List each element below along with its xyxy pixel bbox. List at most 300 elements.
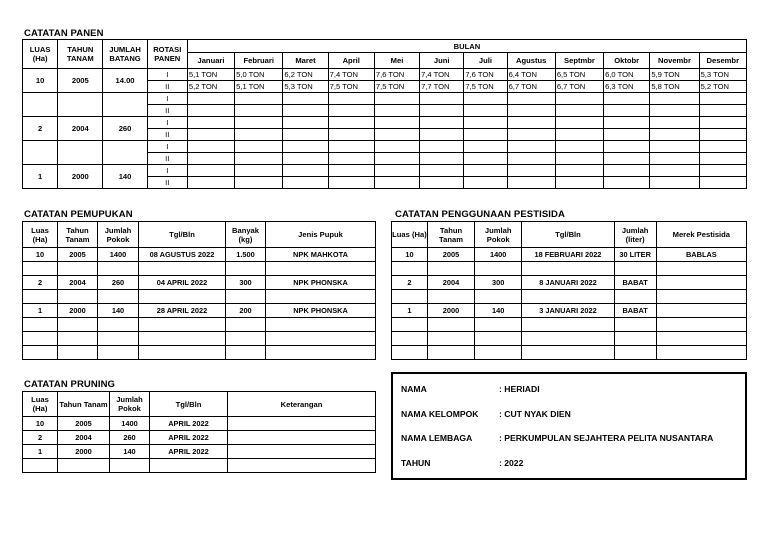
pruning-cell xyxy=(228,445,376,459)
pupuk-cell xyxy=(226,346,266,360)
info-value: : 2022 xyxy=(499,458,524,468)
panen-value-cell xyxy=(187,129,234,141)
panen-value-cell xyxy=(283,117,328,129)
panen-month-header: Februari xyxy=(235,53,283,69)
pestisida-cell: BABAT xyxy=(614,276,656,290)
pupuk-cell xyxy=(58,290,98,304)
info-key: NAMA LEMBAGA xyxy=(401,433,473,443)
pestisida-cell xyxy=(475,346,522,360)
pupuk-cell xyxy=(23,262,58,276)
pruning-header-cell: Jumlah Pokok xyxy=(110,392,150,417)
panen-value-cell xyxy=(328,141,374,153)
pupuk-cell: 1 xyxy=(23,304,58,318)
panen-value-cell xyxy=(555,153,603,165)
pestisida-cell xyxy=(522,262,614,276)
panen-value-cell xyxy=(420,153,464,165)
panen-value-cell: 7,6 TON xyxy=(374,69,419,81)
pestisida-cell: 1400 xyxy=(475,248,522,262)
panen-value-cell xyxy=(187,93,234,105)
pruning-cell: 2005 xyxy=(58,417,110,431)
pestisida-row xyxy=(392,262,747,276)
panen-month-header: Novembr xyxy=(650,53,699,69)
panen-value-cell xyxy=(555,93,603,105)
panen-value-cell xyxy=(328,177,374,189)
panen-value-cell xyxy=(699,177,746,189)
pruning-cell: 10 xyxy=(23,417,58,431)
pestisida-header-cell: Merek Pestisida xyxy=(656,222,746,248)
pestisida-cell xyxy=(427,290,474,304)
panen-value-cell xyxy=(420,93,464,105)
panen-jumlah-cell: 140 xyxy=(103,165,147,189)
pruning-cell: APRIL 2022 xyxy=(150,445,228,459)
pestisida-cell: 2 xyxy=(392,276,428,290)
pupuk-cell: 2 xyxy=(23,276,58,290)
panen-rotasi-cell: I xyxy=(147,69,187,81)
pruning-row xyxy=(23,445,376,459)
pestisida-header-cell: Jumlah (liter) xyxy=(614,222,656,248)
panen-rotasi-cell: II xyxy=(147,153,187,165)
panen-value-cell xyxy=(420,117,464,129)
pestisida-cell xyxy=(614,346,656,360)
pupuk-cell xyxy=(23,318,58,332)
panen-value-cell xyxy=(420,105,464,117)
pupuk-row xyxy=(23,262,376,276)
pupuk-header-cell: Banyak (kg) xyxy=(226,222,266,248)
panen-value-cell: 7,4 TON xyxy=(420,69,464,81)
pruning-cell: APRIL 2022 xyxy=(150,417,228,431)
pestisida-cell xyxy=(656,304,746,318)
panen-month-header: Juli xyxy=(464,53,507,69)
panen-table xyxy=(22,39,747,189)
panen-value-cell: 5,3 TON xyxy=(699,69,746,81)
panen-value-cell xyxy=(555,141,603,153)
panen-value-cell: 7,4 TON xyxy=(328,69,374,81)
pupuk-cell: 1400 xyxy=(98,248,139,262)
pestisida-cell: BABAT xyxy=(614,304,656,318)
panen-value-cell xyxy=(464,153,507,165)
panen-value-cell xyxy=(374,153,419,165)
panen-value-cell: 5,0 TON xyxy=(235,69,283,81)
panen-value-cell xyxy=(283,141,328,153)
pruning-cell: 140 xyxy=(110,445,150,459)
panen-value-cell xyxy=(555,117,603,129)
pestisida-cell xyxy=(475,262,522,276)
panen-value-cell xyxy=(507,141,555,153)
pestisida-cell xyxy=(427,318,474,332)
panen-value-cell xyxy=(328,93,374,105)
panen-value-cell: 5,3 TON xyxy=(283,81,328,93)
pupuk-header-cell: Tgl/Bln xyxy=(139,222,226,248)
pupuk-cell xyxy=(139,290,226,304)
panen-value-cell xyxy=(650,93,699,105)
panen-row xyxy=(23,117,747,129)
panen-row xyxy=(23,69,747,81)
panen-value-cell: 5,2 TON xyxy=(699,81,746,93)
pestisida-cell: 18 FEBRUARI 2022 xyxy=(522,248,614,262)
pestisida-cell xyxy=(614,332,656,346)
panen-month-header: Septmbr xyxy=(555,53,603,69)
panen-jumlah-cell xyxy=(103,93,147,117)
panen-value-cell xyxy=(699,129,746,141)
panen-value-cell: 6,7 TON xyxy=(507,81,555,93)
pupuk-cell: 2005 xyxy=(58,248,98,262)
panen-value-cell: 6,5 TON xyxy=(555,69,603,81)
pupuk-table xyxy=(22,221,376,360)
panen-value-cell: 6,0 TON xyxy=(604,69,650,81)
pruning-cell xyxy=(58,459,110,473)
panen-tahun-cell xyxy=(58,141,103,165)
info-key: NAMA KELOMPOK xyxy=(401,409,479,419)
panen-tahun-cell: 2000 xyxy=(58,165,103,189)
pestisida-cell xyxy=(522,332,614,346)
pruning-cell xyxy=(110,459,150,473)
pupuk-cell: NPK PHONSKA xyxy=(266,276,376,290)
pupuk-row xyxy=(23,346,376,360)
panen-value-cell xyxy=(374,141,419,153)
pestisida-row xyxy=(392,276,747,290)
pupuk-cell xyxy=(266,290,376,304)
pupuk-cell xyxy=(58,346,98,360)
info-value: : CUT NYAK DIEN xyxy=(499,409,571,419)
pruning-cell xyxy=(228,417,376,431)
pupuk-cell: 10 xyxy=(23,248,58,262)
panen-value-cell xyxy=(507,117,555,129)
panen-value-cell xyxy=(283,129,328,141)
pestisida-cell: 10 xyxy=(392,248,428,262)
panen-value-cell xyxy=(187,177,234,189)
panen-month-header: Maret xyxy=(283,53,328,69)
panen-value-cell xyxy=(650,105,699,117)
pupuk-cell xyxy=(98,332,139,346)
panen-header-luas: LUAS (Ha) xyxy=(23,40,58,69)
panen-value-cell: 5,2 TON xyxy=(187,81,234,93)
panen-rotasi-cell: II xyxy=(147,129,187,141)
pruning-cell: 1400 xyxy=(110,417,150,431)
info-key: NAMA xyxy=(401,384,427,394)
pupuk-cell xyxy=(58,332,98,346)
panen-value-cell xyxy=(464,93,507,105)
pruning-cell xyxy=(228,431,376,445)
info-value: : PERKUMPULAN SEJAHTERA PELITA NUSANTARA xyxy=(499,433,714,443)
pupuk-title: CATATAN PEMUPUKAN xyxy=(24,209,133,220)
pupuk-cell: 2004 xyxy=(58,276,98,290)
panen-rotasi-cell: I xyxy=(147,165,187,177)
panen-value-cell: 5,8 TON xyxy=(650,81,699,93)
pestisida-cell xyxy=(392,346,428,360)
panen-header-jumlah: JUMLAH BATANG xyxy=(103,40,147,69)
panen-rotasi-cell: II xyxy=(147,177,187,189)
panen-value-cell xyxy=(420,129,464,141)
pupuk-header-cell: Jenis Pupuk xyxy=(266,222,376,248)
pupuk-row xyxy=(23,304,376,318)
panen-rotasi-cell: I xyxy=(147,93,187,105)
panen-month-header: Januari xyxy=(187,53,234,69)
panen-value-cell xyxy=(187,165,234,177)
pupuk-cell xyxy=(23,346,58,360)
panen-jumlah-cell xyxy=(103,141,147,165)
pestisida-cell: 1 xyxy=(392,304,428,318)
pestisida-cell xyxy=(522,346,614,360)
panen-value-cell xyxy=(507,93,555,105)
pupuk-cell: 200 xyxy=(226,304,266,318)
pestisida-header-cell: Luas (Ha) xyxy=(392,222,428,248)
panen-value-cell xyxy=(604,153,650,165)
panen-value-cell xyxy=(187,117,234,129)
panen-value-cell xyxy=(328,117,374,129)
pruning-cell xyxy=(150,459,228,473)
pruning-cell: 2 xyxy=(23,431,58,445)
pestisida-cell xyxy=(392,290,428,304)
panen-value-cell xyxy=(464,177,507,189)
info-row xyxy=(401,384,540,394)
panen-value-cell xyxy=(235,129,283,141)
pruning-header-cell: Luas (Ha) xyxy=(23,392,58,417)
pruning-cell: 2000 xyxy=(58,445,110,459)
panen-value-cell xyxy=(604,165,650,177)
pupuk-cell xyxy=(58,262,98,276)
panen-value-cell xyxy=(374,117,419,129)
pupuk-cell xyxy=(98,290,139,304)
pupuk-cell: 260 xyxy=(98,276,139,290)
panen-value-cell xyxy=(604,93,650,105)
panen-value-cell xyxy=(283,153,328,165)
panen-month-header: Mei xyxy=(374,53,419,69)
pupuk-cell xyxy=(226,318,266,332)
pestisida-header-cell: Tahun Tanam xyxy=(427,222,474,248)
pupuk-cell: 1.500 xyxy=(226,248,266,262)
pupuk-cell xyxy=(98,262,139,276)
panen-value-cell xyxy=(187,105,234,117)
pestisida-cell xyxy=(614,262,656,276)
panen-month-header: Juni xyxy=(420,53,464,69)
panen-value-cell xyxy=(283,177,328,189)
pestisida-cell xyxy=(656,332,746,346)
panen-value-cell xyxy=(235,105,283,117)
pruning-cell: 260 xyxy=(110,431,150,445)
pestisida-cell xyxy=(427,332,474,346)
info-key: TAHUN xyxy=(401,458,431,468)
pestisida-title: CATATAN PENGGUNAAN PESTISIDA xyxy=(395,209,565,220)
panen-value-cell: 6,4 TON xyxy=(507,69,555,81)
panen-value-cell xyxy=(464,117,507,129)
pestisida-row xyxy=(392,290,747,304)
panen-month-header: Desembr xyxy=(699,53,746,69)
panen-value-cell: 5,1 TON xyxy=(187,69,234,81)
panen-value-cell xyxy=(650,165,699,177)
pruning-cell: 2004 xyxy=(58,431,110,445)
pupuk-cell xyxy=(58,318,98,332)
pupuk-cell xyxy=(266,346,376,360)
pupuk-cell xyxy=(266,318,376,332)
panen-month-header: Oktobr xyxy=(604,53,650,69)
pestisida-cell: BABLAS xyxy=(656,248,746,262)
panen-value-cell xyxy=(507,165,555,177)
pestisida-cell xyxy=(614,318,656,332)
pupuk-cell xyxy=(226,290,266,304)
panen-jumlah-cell: 260 xyxy=(103,117,147,141)
pestisida-cell: 3 JANUARI 2022 xyxy=(522,304,614,318)
pestisida-cell xyxy=(656,346,746,360)
info-row xyxy=(401,458,523,468)
pupuk-cell: 04 APRIL 2022 xyxy=(139,276,226,290)
panen-value-cell xyxy=(328,153,374,165)
pestisida-table xyxy=(391,221,747,360)
panen-header-tahun: TAHUN TANAM xyxy=(58,40,103,69)
info-row xyxy=(401,433,713,443)
panen-luas-cell: 10 xyxy=(23,69,58,93)
panen-value-cell xyxy=(328,105,374,117)
panen-value-cell xyxy=(650,129,699,141)
panen-row xyxy=(23,141,747,153)
pestisida-row xyxy=(392,248,747,262)
panen-rotasi-cell: II xyxy=(147,105,187,117)
panen-header-rotasi: ROTASI PANEN xyxy=(147,40,187,69)
pestisida-cell: 8 JANUARI 2022 xyxy=(522,276,614,290)
pruning-row xyxy=(23,431,376,445)
pestisida-cell xyxy=(427,262,474,276)
pupuk-cell: NPK MAHKOTA xyxy=(266,248,376,262)
pupuk-cell xyxy=(226,332,266,346)
panen-value-cell xyxy=(555,165,603,177)
panen-value-cell: 6,3 TON xyxy=(604,81,650,93)
panen-value-cell xyxy=(555,105,603,117)
panen-luas-cell: 1 xyxy=(23,165,58,189)
panen-value-cell xyxy=(235,141,283,153)
panen-title: CATATAN PANEN xyxy=(24,28,104,39)
panen-value-cell xyxy=(699,153,746,165)
pupuk-cell: 28 APRIL 2022 xyxy=(139,304,226,318)
panen-row xyxy=(23,93,747,105)
pestisida-row xyxy=(392,304,747,318)
pruning-cell xyxy=(23,459,58,473)
pestisida-cell: 2000 xyxy=(427,304,474,318)
pestisida-cell xyxy=(656,318,746,332)
panen-value-cell xyxy=(507,153,555,165)
pupuk-row xyxy=(23,276,376,290)
panen-value-cell xyxy=(187,153,234,165)
pestisida-cell xyxy=(392,332,428,346)
pupuk-cell xyxy=(23,290,58,304)
panen-value-cell xyxy=(283,93,328,105)
pupuk-row xyxy=(23,290,376,304)
panen-month-header: April xyxy=(328,53,374,69)
panen-luas-cell xyxy=(23,93,58,117)
pestisida-row xyxy=(392,332,747,346)
panen-value-cell xyxy=(507,105,555,117)
panen-rotasi-cell: II xyxy=(147,81,187,93)
panen-value-cell xyxy=(507,129,555,141)
info-row xyxy=(401,409,571,419)
pupuk-cell xyxy=(98,318,139,332)
panen-value-cell xyxy=(699,141,746,153)
pupuk-cell xyxy=(23,332,58,346)
panen-value-cell xyxy=(555,129,603,141)
pruning-header-cell: Tahun Tanam xyxy=(58,392,110,417)
panen-value-cell xyxy=(374,165,419,177)
pestisida-cell xyxy=(522,290,614,304)
panen-value-cell xyxy=(374,93,419,105)
panen-value-cell xyxy=(699,165,746,177)
panen-rotasi-cell: I xyxy=(147,117,187,129)
pestisida-cell: 2005 xyxy=(427,248,474,262)
pruning-cell: APRIL 2022 xyxy=(150,431,228,445)
panen-value-cell xyxy=(650,153,699,165)
pupuk-row xyxy=(23,248,376,262)
pestisida-cell xyxy=(475,318,522,332)
pestisida-cell xyxy=(392,262,428,276)
pupuk-cell: 2000 xyxy=(58,304,98,318)
pupuk-cell: 140 xyxy=(98,304,139,318)
pestisida-cell: 300 xyxy=(475,276,522,290)
panen-value-cell xyxy=(328,165,374,177)
panen-value-cell xyxy=(374,177,419,189)
pupuk-cell xyxy=(226,262,266,276)
pestisida-row xyxy=(392,318,747,332)
pestisida-cell xyxy=(392,318,428,332)
panen-value-cell xyxy=(187,141,234,153)
pruning-row xyxy=(23,417,376,431)
pupuk-cell xyxy=(139,318,226,332)
panen-value-cell xyxy=(650,141,699,153)
pestisida-header-cell: Jumlah Pokok xyxy=(475,222,522,248)
pruning-table xyxy=(22,391,376,473)
panen-month-header: Agustus xyxy=(507,53,555,69)
panen-value-cell: 6,7 TON xyxy=(555,81,603,93)
panen-value-cell xyxy=(235,177,283,189)
panen-value-cell xyxy=(604,141,650,153)
panen-jumlah-cell: 14.00 xyxy=(103,69,147,93)
panen-value-cell xyxy=(464,165,507,177)
pestisida-cell xyxy=(656,276,746,290)
pruning-header-cell: Keterangan xyxy=(228,392,376,417)
panen-row xyxy=(23,165,747,177)
panen-value-cell: 5,9 TON xyxy=(650,69,699,81)
pupuk-cell xyxy=(266,332,376,346)
pupuk-header-cell: Luas (Ha) xyxy=(23,222,58,248)
panen-value-cell xyxy=(374,105,419,117)
pruning-cell: 1 xyxy=(23,445,58,459)
panen-luas-cell xyxy=(23,141,58,165)
panen-value-cell xyxy=(283,105,328,117)
panen-value-cell xyxy=(464,129,507,141)
panen-luas-cell: 2 xyxy=(23,117,58,141)
pestisida-cell xyxy=(522,318,614,332)
panen-rotasi-cell: I xyxy=(147,141,187,153)
panen-value-cell xyxy=(374,129,419,141)
panen-value-cell xyxy=(235,165,283,177)
panen-value-cell xyxy=(420,165,464,177)
pupuk-header-cell: Jumlah Pokok xyxy=(98,222,139,248)
panen-value-cell xyxy=(283,165,328,177)
panen-value-cell: 7,5 TON xyxy=(374,81,419,93)
panen-value-cell xyxy=(464,105,507,117)
pupuk-row xyxy=(23,318,376,332)
panen-value-cell xyxy=(235,117,283,129)
panen-value-cell: 7,6 TON xyxy=(464,69,507,81)
pestisida-cell: 30 LITER xyxy=(614,248,656,262)
pestisida-cell xyxy=(475,332,522,346)
panen-value-cell: 7,7 TON xyxy=(420,81,464,93)
panen-value-cell xyxy=(699,117,746,129)
panen-value-cell xyxy=(420,141,464,153)
panen-value-cell xyxy=(604,129,650,141)
pupuk-cell xyxy=(139,332,226,346)
panen-tahun-cell xyxy=(58,93,103,117)
pupuk-cell: 08 AGUSTUS 2022 xyxy=(139,248,226,262)
panen-value-cell xyxy=(507,177,555,189)
pestisida-header-cell: Tgl/Bln xyxy=(522,222,614,248)
panen-value-cell xyxy=(650,177,699,189)
